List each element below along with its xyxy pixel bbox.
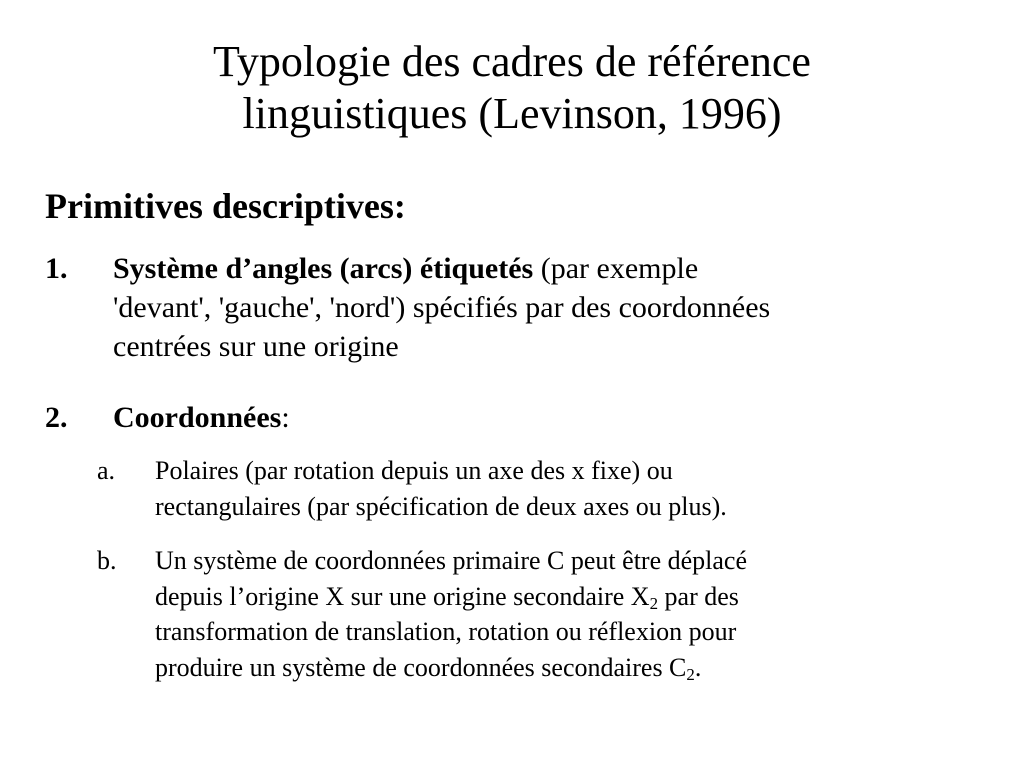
sub-item-a-line-1: Polaires (par rotation depuis un axe des x fixe) ou <box>155 456 673 485</box>
item-2-line-1 <box>113 398 1005 437</box>
item-1-line-1-rest: (par exemple <box>533 252 699 285</box>
item-1-bold-text: Système d’angles (arcs) étiquetés <box>113 252 534 285</box>
sub-item-b-line-2-post: par des <box>658 581 739 611</box>
sub-item-b-line-1: Un système de coordonnées primaire C peut être déplacé <box>155 546 747 575</box>
item-1-line-1 <box>113 249 1005 288</box>
sub-item-b-body <box>155 543 1005 685</box>
sub-item-b-line-2-pre: depuis l’origine X sur une origine secondaire X <box>155 581 650 611</box>
sub-item-a-body <box>155 453 1005 524</box>
subscript-c2: 2 <box>686 664 695 684</box>
numbered-list-item-2 <box>45 398 1005 437</box>
title-line-1: Typologie des cadres de référence <box>213 37 811 86</box>
item-1-body <box>113 249 1005 366</box>
item-1-line-3: centrées sur une origine <box>113 330 399 363</box>
sub-list-item-b <box>45 543 1005 685</box>
item-2-number: 2. <box>45 401 68 434</box>
sub-item-b-letter: b. <box>97 546 117 575</box>
subscript-x2: 2 <box>649 593 659 613</box>
item-2-bold-text: Coordonnées <box>113 401 282 434</box>
item-1-line-2: 'devant', 'gauche', 'nord') spécifiés par des coordonnées <box>113 291 771 324</box>
section-heading: Primitives descriptives: <box>45 186 406 226</box>
sub-list-item-a-container <box>45 453 1005 524</box>
numbered-list-item-1-container <box>45 249 1005 366</box>
sub-item-b-line-4 <box>155 650 1005 686</box>
sub-item-a-letter: a. <box>97 456 116 485</box>
item-2-body <box>113 398 1005 437</box>
sub-item-b-line-3: transformation de translation, rotation ou réflexion pour <box>155 617 737 646</box>
sub-item-a-line-2: rectangulaires (par spécification de deux axes ou plus). <box>155 491 727 521</box>
sub-list-item-a <box>45 453 1005 524</box>
sub-item-b-line-4-post: . <box>694 652 702 682</box>
numbered-list-item-1 <box>45 249 1005 366</box>
item-1-number: 1. <box>45 252 68 285</box>
sub-item-b-line-4-pre: produire un système de coordonnées secondaires C <box>155 652 687 682</box>
title-line-2: linguistiques (Levinson, 1996) <box>242 89 782 138</box>
numbered-list-item-2-container <box>45 398 1005 437</box>
sub-list-item-b-container <box>45 543 1005 685</box>
sub-item-b-line-2 <box>155 579 1005 615</box>
item-2-colon: : <box>281 401 290 434</box>
slide-title <box>0 36 1024 140</box>
